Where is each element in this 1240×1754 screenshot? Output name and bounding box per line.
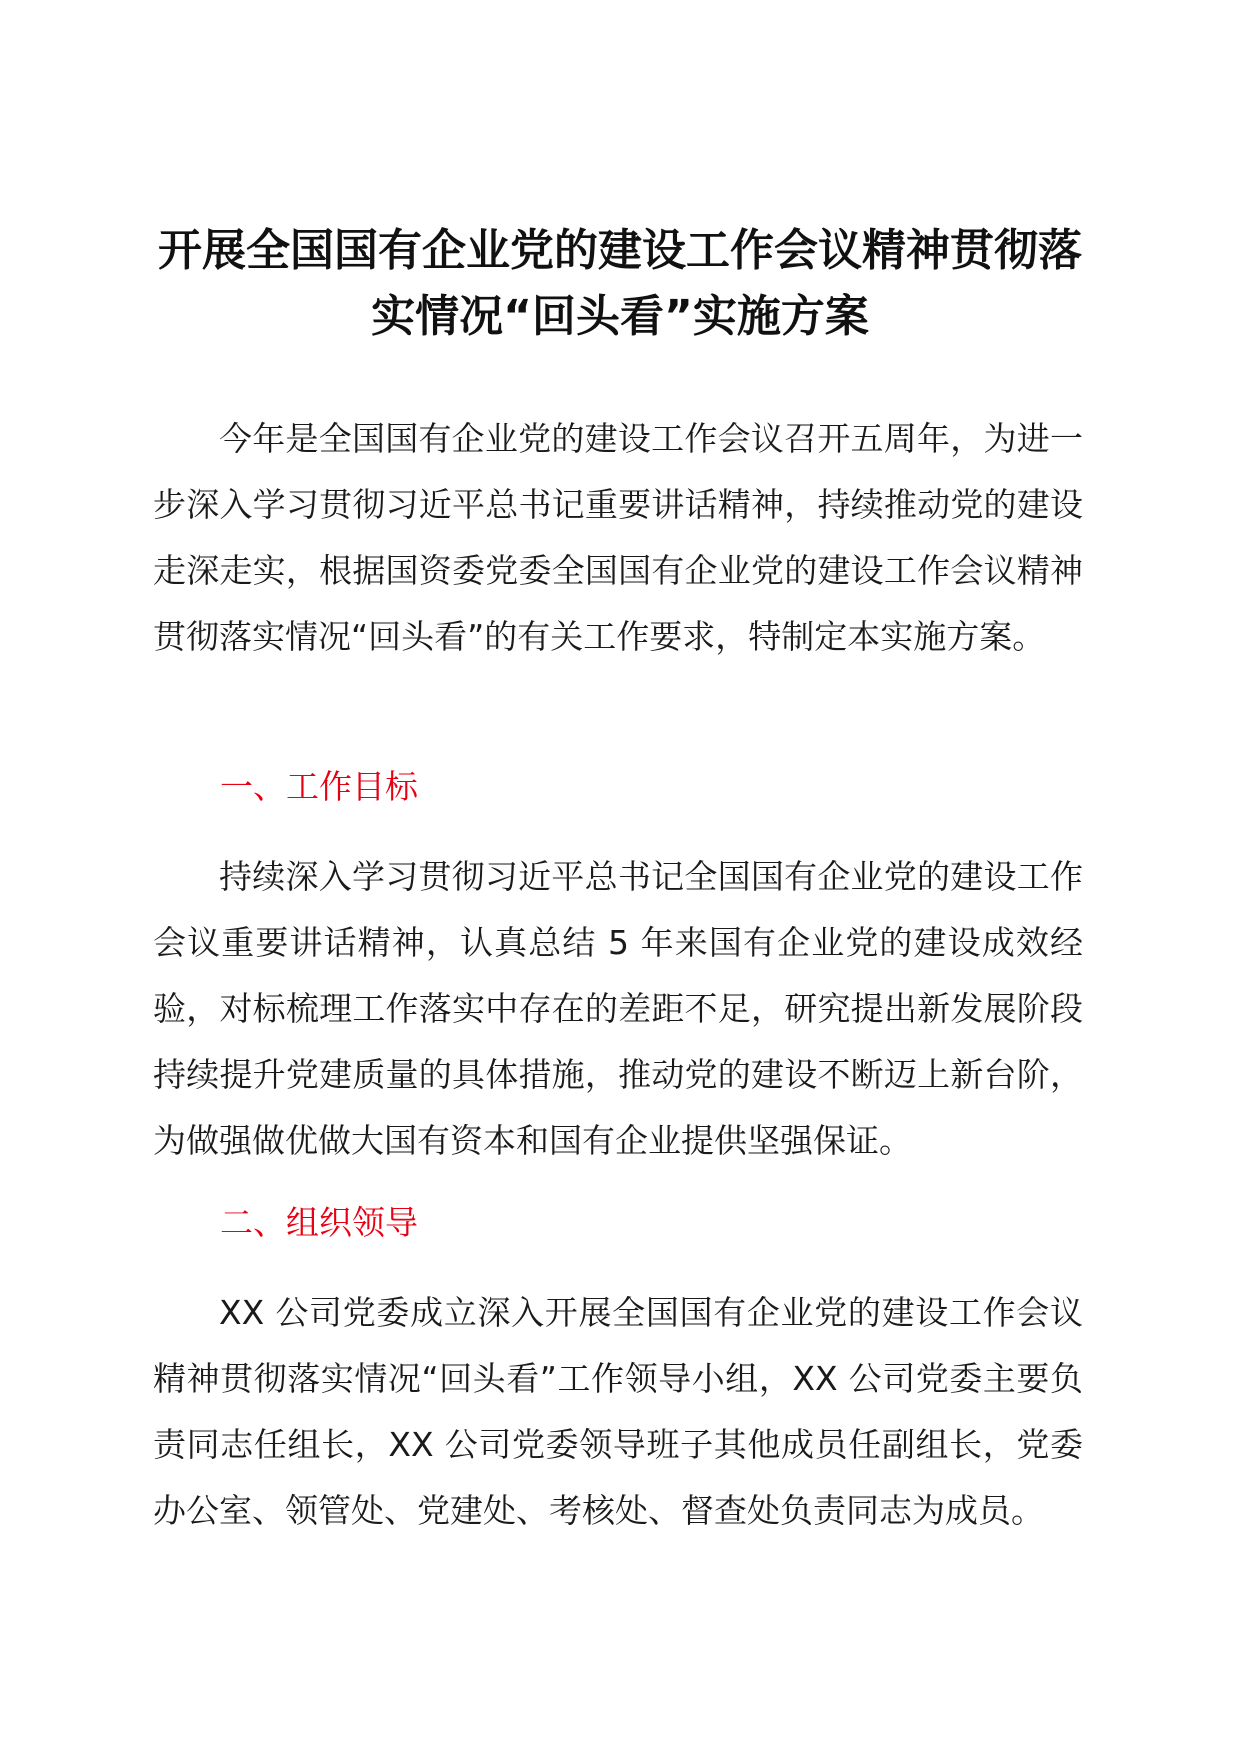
section-heading-goals: 一、工作目标 [220,767,418,806]
section-body-leadership: XX 公司党委成立深入开展全国国有企业党的建设工作会议精神贯彻落实情况“回头看”工作领导小组，XX 公司党委主要负责同志任组长，XX 公司党委领导班子其他成员任副组长，党委办公室、领管处、党建处、考核处、督查处负责同志为成员。 [153,1293,1083,1530]
section-body-goals: 持续深入学习贯彻习近平总书记全国国有企业党的建设工作会议重要讲话精神，认真总结 5 年来国有企业党的建设成效经验，对标梳理工作落实中存在的差距不足，研究提出新发展阶段持续提升党建质量的具体措施，推动党的建设不断迈上新台阶，为做强做优做大国有资本和国有企业提供坚强保证。 [153,857,1083,1160]
intro-paragraph: 今年是全国国有企业党的建设工作会议召开五周年，为进一步深入学习贯彻习近平总书记重要讲话精神，持续推动党的建设走深走实，根据国资委党委全国国有企业党的建设工作会议精神贯彻落实情况“回头看”的有关工作要求，特制定本实施方案。 [153,419,1083,656]
section-heading-leadership: 二、组织领导 [220,1203,418,1242]
document-title: 开展全国国有企业党的建设工作会议精神贯彻落实情况“回头看”实施方案 [158,225,1082,342]
